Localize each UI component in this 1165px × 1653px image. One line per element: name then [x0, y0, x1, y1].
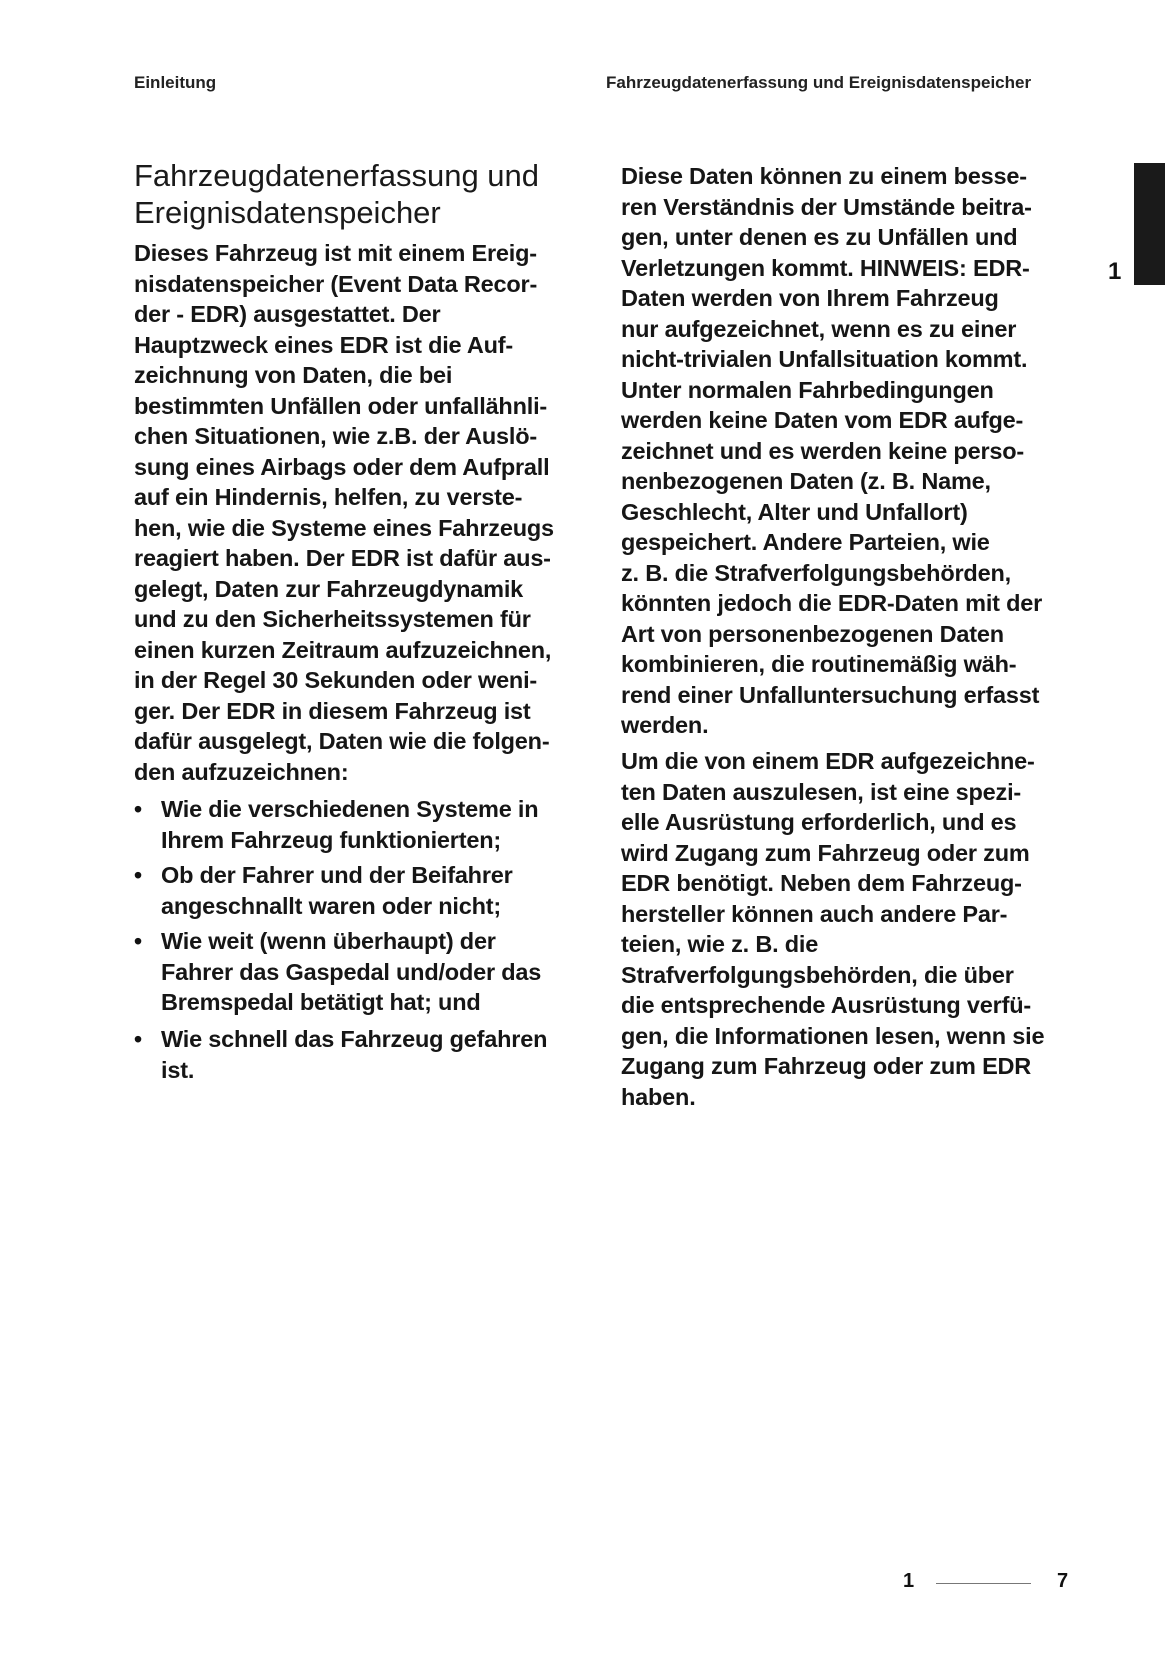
body-text-line: in der Regel 30 Sekunden oder weni- [134, 667, 538, 693]
body-text-line: werden. [621, 712, 709, 738]
body-text-line: die entsprechende Ausrüstung verfü- [621, 992, 1031, 1018]
body-text-line: gespeichert. Andere Parteien, wie [621, 529, 990, 555]
bullet-text-line: Wie schnell das Fahrzeug gefahren [161, 1026, 548, 1052]
running-header-left: Einleitung [134, 73, 217, 92]
body-text-line: könnten jedoch die EDR-Daten mit der [621, 590, 1043, 616]
bullet-text-line: Wie weit (wenn überhaupt) der [161, 928, 496, 954]
body-text-line: werden keine Daten vom EDR aufge- [621, 407, 1024, 433]
bullet-text-line: ist. [161, 1056, 195, 1083]
body-text-line: ten Daten auszulesen, ist eine spezi- [621, 778, 1022, 805]
body-text-line: Unter normalen Fahrbedingungen [621, 376, 994, 403]
body-text-line: elle Ausrüstung erforderlich, und es [621, 809, 1017, 835]
body-text-line: gelegt, Daten zur Fahrzeugdynamik [134, 575, 524, 602]
body-text-line: Hauptzweck eines EDR ist die Auf- [134, 331, 514, 358]
body-text-line: Strafverfolgungsbehörden, die über [621, 961, 1014, 988]
body-text-line: hersteller können auch andere Par- [621, 900, 1008, 927]
body-text-line: zeichnung von Daten, die bei [134, 362, 453, 388]
body-text-line: gen, die Informationen lesen, wenn sie [621, 1022, 1045, 1049]
body-text-line: Zugang zum Fahrzeug oder zum EDR [621, 1053, 1032, 1079]
body-text-line: Daten werden von Ihrem Fahrzeug [621, 285, 999, 311]
footer-page-number: 7 [1057, 1570, 1069, 1592]
body-text-line: Diese Daten können zu einem besse- [621, 163, 1027, 189]
bullet-icon: • [134, 928, 143, 954]
body-text-line: Art von personenbezogenen Daten [621, 620, 1004, 647]
body-text-line: Verletzungen kommt. HINWEIS: EDR- [621, 254, 1030, 281]
body-text-line: nisdatenspeicher (Event Data Recor- [134, 270, 538, 297]
body-text-line: und zu den Sicherheitssystemen für [134, 606, 531, 632]
body-text-line: haben. [621, 1083, 696, 1110]
body-text-line: ren Verständnis der Umstände beitra- [621, 193, 1032, 220]
page-title-line: Ereignisdatenspeicher [134, 195, 441, 230]
footer-chapter-number: 1 [903, 1570, 915, 1592]
body-text-line: einen kurzen Zeitraum aufzuzeichnen, [134, 636, 552, 663]
body-text-line: kombinieren, die routinemäßig wäh- [621, 651, 1017, 677]
body-text-line: sung eines Airbags oder dem Aufprall [134, 453, 550, 480]
body-text-line: EDR benötigt. Neben dem Fahrzeug- [621, 870, 1022, 896]
body-text-line: reagiert haben. Der EDR ist dafür aus- [134, 545, 551, 571]
body-text-line: nicht-trivialen Unfallsituation kommt. [621, 346, 1028, 372]
body-text-line: dafür ausgelegt, Daten wie die folgen- [134, 728, 550, 754]
body-text-line: rend einer Unfalluntersuchung erfasst [621, 681, 1040, 708]
footer-divider [936, 1583, 1031, 1584]
bullet-text-line: Ob der Fahrer und der Beifahrer [161, 862, 513, 888]
chapter-tab-number: 1 [1108, 258, 1122, 285]
bullet-text-line: angeschnallt waren oder nicht; [161, 892, 502, 919]
body-text-line: auf ein Hindernis, helfen, zu verste- [134, 484, 523, 510]
bullet-icon: • [134, 862, 143, 888]
running-header-right: Fahrzeugdatenerfassung und Ereignisdatenspeicher [606, 73, 1032, 92]
body-text-line: teien, wie z. B. die [621, 931, 819, 957]
body-text-line: der - EDR) ausgestattet. Der [134, 301, 441, 327]
chapter-tab-marker [1134, 163, 1165, 285]
bullet-text-line: Ihrem Fahrzeug funktionierten; [161, 826, 501, 853]
body-text-line: hen, wie die Systeme eines Fahrzeugs [134, 514, 554, 541]
body-text-line: Um die von einem EDR aufgezeichne- [621, 748, 1035, 774]
bullet-text-line: Bremspedal betätigt hat; und [161, 989, 481, 1015]
body-text-line: den aufzuzeichnen: [134, 758, 349, 785]
body-text-line: gen, unter denen es zu Unfällen und [621, 224, 1018, 250]
body-text-line: nenbezogenen Daten (z. B. Name, [621, 468, 991, 494]
page-title-line: Fahrzeugdatenerfassung und [134, 158, 540, 193]
bullet-text-line: Wie die verschiedenen Systeme in [161, 796, 539, 822]
body-text-line: z. B. die Strafverfolgungsbehörden, [621, 559, 1011, 586]
body-text-line: Geschlecht, Alter und Unfallort) [621, 498, 968, 525]
body-text-line: Dieses Fahrzeug ist mit einem Ereig- [134, 240, 537, 266]
bullet-icon: • [134, 1026, 143, 1052]
body-text-line: ger. Der EDR in diesem Fahrzeug ist [134, 697, 531, 724]
bullet-text-line: Fahrer das Gaspedal und/oder das [161, 958, 542, 985]
body-text-line: nur aufgezeichnet, wenn es zu einer [621, 315, 1017, 342]
body-text-line: wird Zugang zum Fahrzeug oder zum [621, 839, 1030, 866]
bullet-icon: • [134, 796, 143, 822]
body-text-line: zeichnet und es werden keine perso- [621, 437, 1025, 464]
body-text-line: chen Situationen, wie z.B. der Auslö- [134, 423, 538, 449]
body-text-line: bestimmten Unfällen oder unfallähnli- [134, 392, 548, 419]
